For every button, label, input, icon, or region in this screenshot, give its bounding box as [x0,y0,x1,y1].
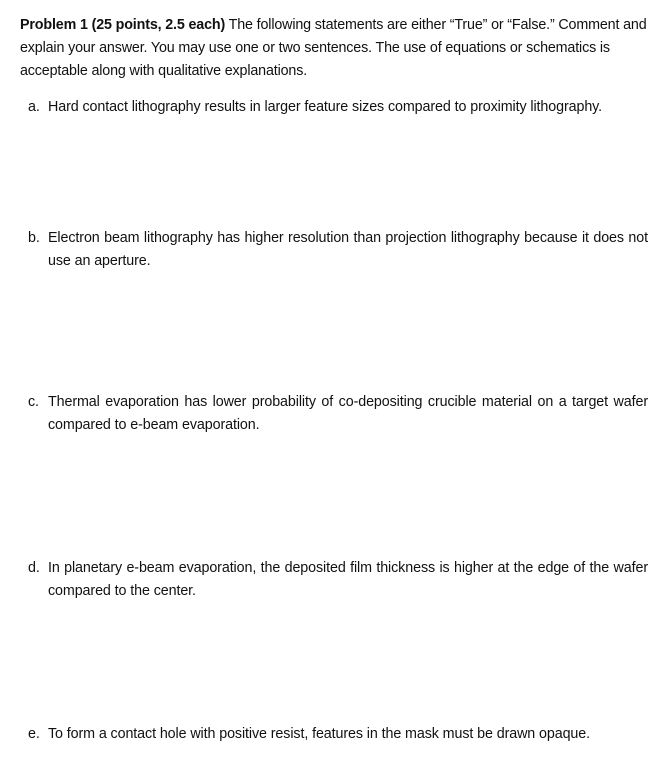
statement-letter: d. [28,560,40,576]
statement-d [28,557,648,603]
statement-c [28,391,648,437]
statement-letter: e. [28,726,40,742]
problem-instructions: The following statements are either “True” or “False.” Comment and explain your answer. You may use one or two sentences. The use of equations or schematics is acceptable along with qualitative explanations. [20,17,647,79]
statement-a [28,96,648,119]
statement-text: Hard contact lithography results in larger feature sizes compared to proximity lithography. [48,99,603,115]
statement-b [28,227,648,273]
statement-text: In planetary e-beam evaporation, the deposited film thickness is higher at the edge of the wafer compared to the center. [48,560,648,599]
statement-e [28,723,648,746]
problem-intro [20,14,650,83]
statement-letter: b. [28,230,40,246]
statement-letter: a. [28,99,40,115]
statement-text: Thermal evaporation has lower probability of co-depositing crucible material on a target wafer compared to e-beam evaporation. [48,394,648,433]
statement-text: Electron beam lithography has higher resolution than projection lithography because it does not use an aperture. [48,230,648,269]
statement-letter: c. [28,394,39,410]
problem-heading: Problem 1 (25 points, 2.5 each) [20,17,226,33]
statement-text: To form a contact hole with positive resist, features in the mask must be drawn opaque. [48,726,591,742]
